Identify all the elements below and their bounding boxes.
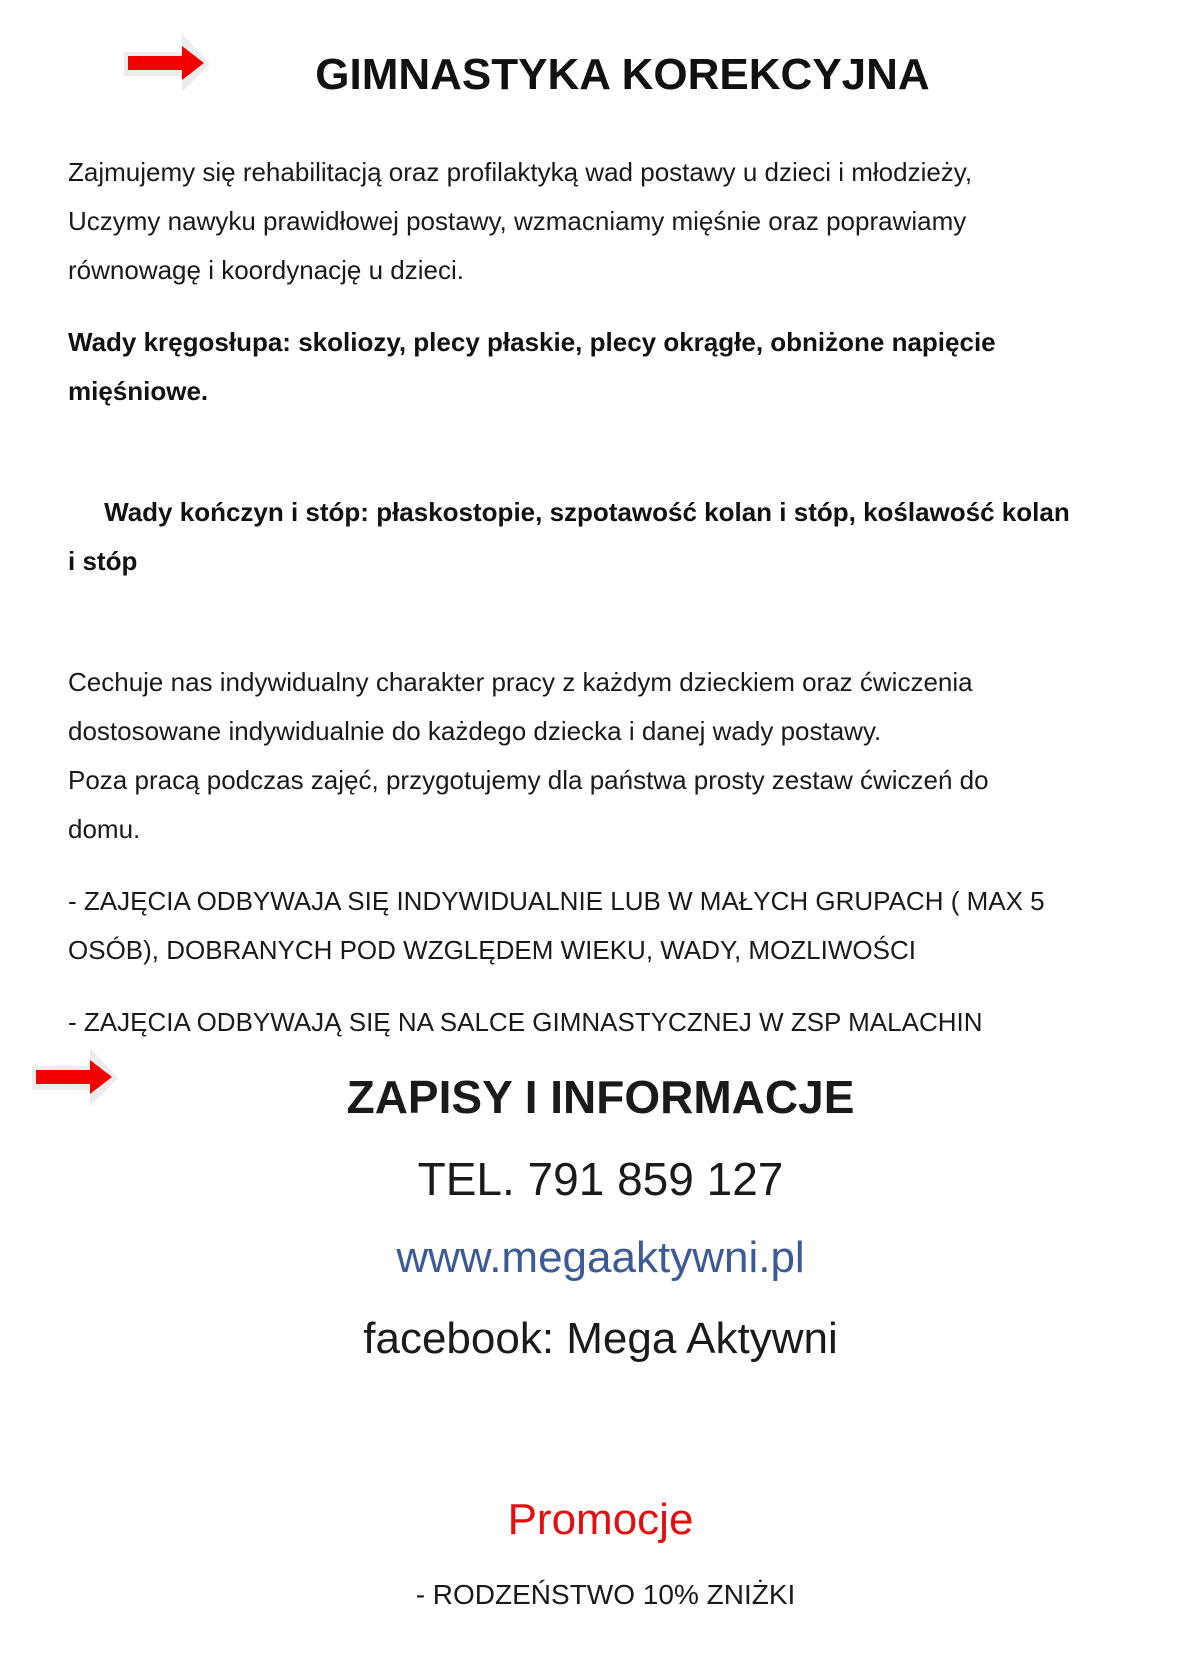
description-section [68,148,1158,1070]
spine-defects-line: Wady kręgosłupa: skoliozy, plecy płaskie, plecy okrągłe, obniżone napięcie [68,327,996,357]
limb-defects-line: i stóp [68,546,138,576]
home-exercises-line: Poza pracą podczas zajęć, przygotujemy dla państwa prosty zestaw ćwiczeń do [68,765,989,795]
approach-paragraph [68,658,1158,756]
spine-defects-paragraph [68,318,1158,416]
promotion-item: - RODZEŃSTWO 10% ZNIŻKI [415,1579,796,1610]
location-paragraph [68,998,1158,1047]
groups-paragraph [68,877,1158,975]
limb-defects-paragraph [68,439,1158,635]
promotions-title: Promocje [507,1495,694,1544]
facebook-info: facebook: Mega Aktywni [363,1314,838,1363]
website-link[interactable]: www.megaaktywni.pl [396,1233,805,1282]
spine-defects-line: mięśniowe. [68,376,209,406]
phone-number[interactable]: TEL. 791 859 127 [417,1153,784,1205]
intro-line: Zajmujemy się rehabilitacją oraz profilaktyką wad postawy u dzieci i młodzieży, [68,157,973,187]
intro-line: równowagę i koordynację u dzieci. [68,255,464,285]
groups-line: OSÓB), DOBRANYCH POD WZGLĘDEM WIEKU, WADY, MOZLIWOŚCI [68,935,916,965]
limb-defects-line: Wady kończyn i stóp: płaskostopie, szpotawość kolan i stóp, koślawość kolan [96,497,1070,527]
home-exercises-paragraph [68,756,1158,854]
page-title: GIMNASTYKA KOREKCYJNA [315,50,930,99]
contact-title: ZAPISY I INFORMACJE [346,1071,855,1123]
approach-line: Cechuje nas indywidualny charakter pracy z każdym dzieckiem oraz ćwiczenia [68,667,973,697]
location-line: - ZAJĘCIA ODBYWAJĄ SIĘ NA SALCE GIMNASTYCZNEJ W ZSP MALACHIN [68,1007,983,1037]
groups-line: - ZAJĘCIA ODBYWAJA SIĘ INDYWIDUALNIE LUB W MAŁYCH GRUPACH ( MAX 5 [68,886,1045,916]
home-exercises-line: domu. [68,814,141,844]
intro-line: Uczymy nawyku prawidłowej postawy, wzmacniamy mięśnie oraz poprawiamy [68,206,967,236]
approach-line: dostosowane indywidualnie do każdego dziecka i danej wady postawy. [68,716,882,746]
intro-paragraph [68,148,1158,295]
